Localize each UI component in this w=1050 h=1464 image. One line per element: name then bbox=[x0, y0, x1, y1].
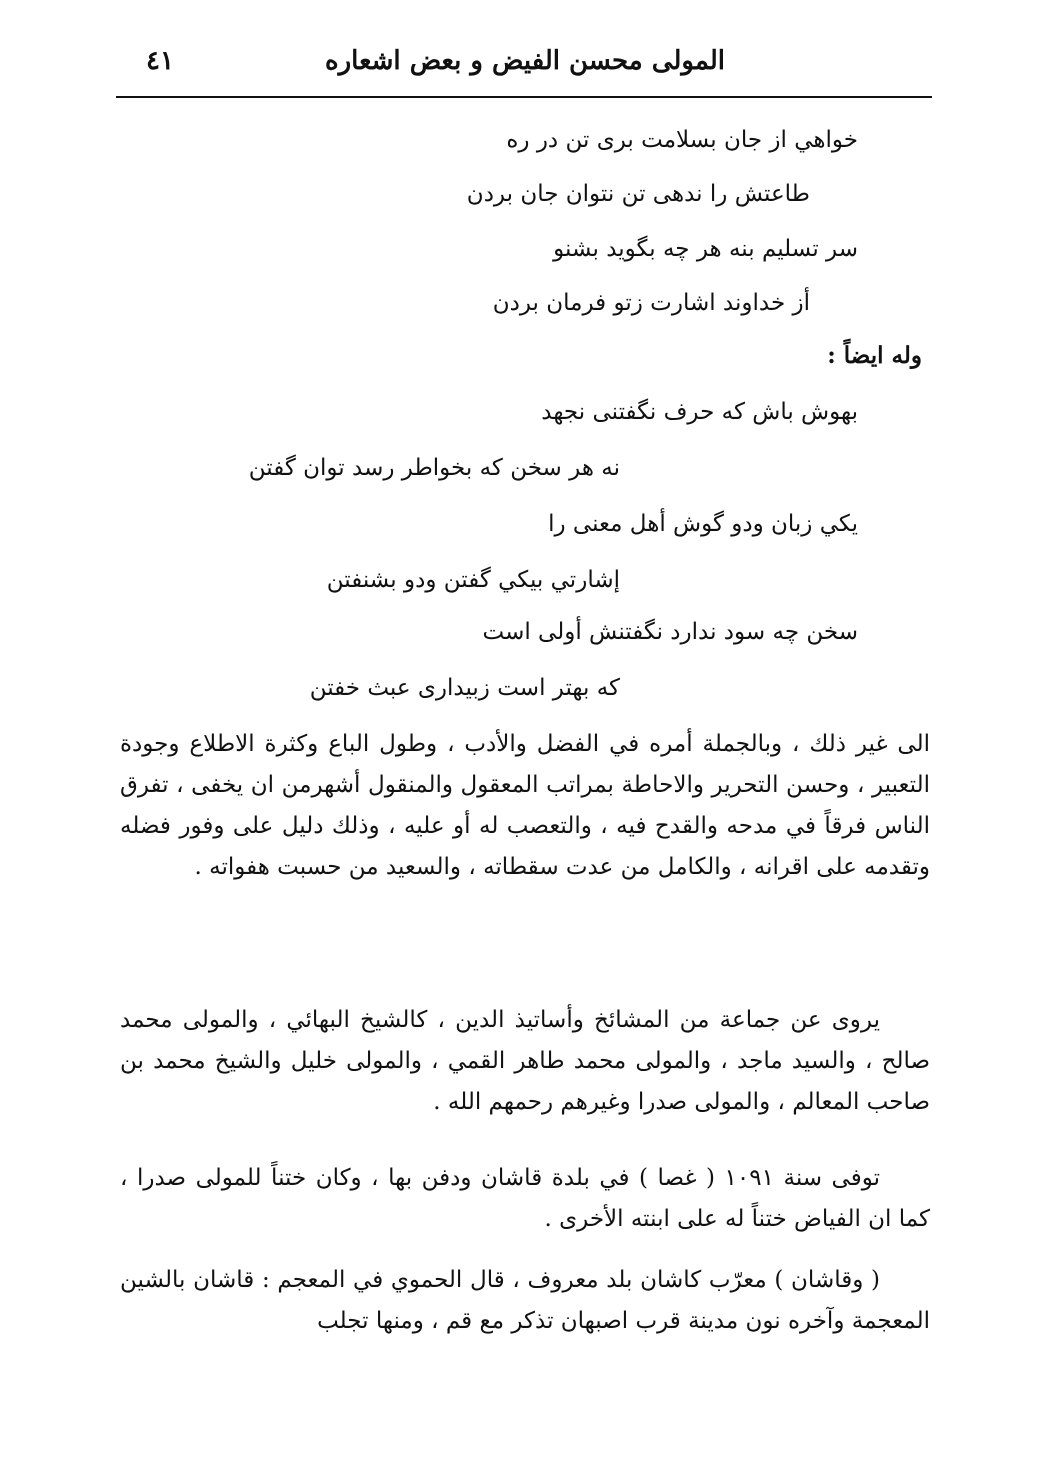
page-header bbox=[120, 40, 930, 96]
verse-line: سخن چه سود ندارد نگفتنش أولى است bbox=[482, 619, 858, 645]
verse-line: يكي زبان ودو گوش أهل معنى را bbox=[548, 511, 858, 537]
header-rule bbox=[116, 96, 932, 98]
paragraph: توفى سنة ١٠٩١ ( غصا ) في بلدة قاشان ودفن بها ، وكان ختناً للمولى صدرا ، كما ان الفياض ختناً له على ابنته الأخرى . bbox=[120, 1165, 930, 1232]
verse-line: كه بهتر است زبيداری عبث خفتن bbox=[309, 675, 620, 701]
page-body bbox=[120, 112, 930, 1412]
verse-line: إشارتي بيكي گفتن ودو بشنفتن bbox=[326, 567, 620, 593]
page-number: ٤١ bbox=[146, 46, 174, 76]
paragraph: الى غير ذلك ، وبالجملة أمره في الفضل والأدب ، وطول الباع وكثرة الاطلاع وجودة التعبير ، وحسن التحرير والاحاطة بمراتب المعقول والمنقول أشهرمن ان يخفى ، تفرق الناس فرقاً في مدحه والقدح فيه ، والتعصب له أو عليه ، وذلك دليل على وفور فضله وتقدمه على اقرانه ، والكامل من عدت سقطاته ، والسعيد من حسبت هفواته . bbox=[120, 731, 930, 880]
verse-line: طاعتش را ندهی تن نتوان جان بردن bbox=[466, 181, 810, 207]
verse-line: نه هر سخن كه بخواطر رسد توان گفتن bbox=[248, 455, 620, 481]
verse-line: خواهي از جان بسلامت بری تن در ره bbox=[506, 127, 858, 153]
paragraph: يروى عن جماعة من المشائخ وأساتيذ الدين ، كالشيخ البهائي ، والمولى محمد صالح ، والسيد ماجد ، والمولى محمد طاهر القمي ، والمولى خليل والشيخ محمد بن صاحب المعالم ، والمولى صدرا وغيرهم رحمهم الله . bbox=[120, 1007, 930, 1115]
verse-line: بهوش باش كه حرف نگفتنی نجهد bbox=[541, 399, 858, 425]
verse-line: أز خداوند اشارت زتو فرمان بردن bbox=[492, 290, 810, 316]
verse-line: سر تسليم بنه هر چه بگويد بشنو bbox=[553, 236, 858, 262]
paragraph: ( وقاشان ) معرّب كاشان بلد معروف ، قال الحموي في المعجم : قاشان بالشين المعجمة وآخره نون مدينة قرب اصبهان تذكر مع قم ، ومنها تجلب bbox=[120, 1267, 930, 1334]
section-heading: وله ايضاً : bbox=[827, 342, 922, 369]
running-title: المولى محسن الفيض و بعض اشعاره bbox=[325, 46, 725, 76]
